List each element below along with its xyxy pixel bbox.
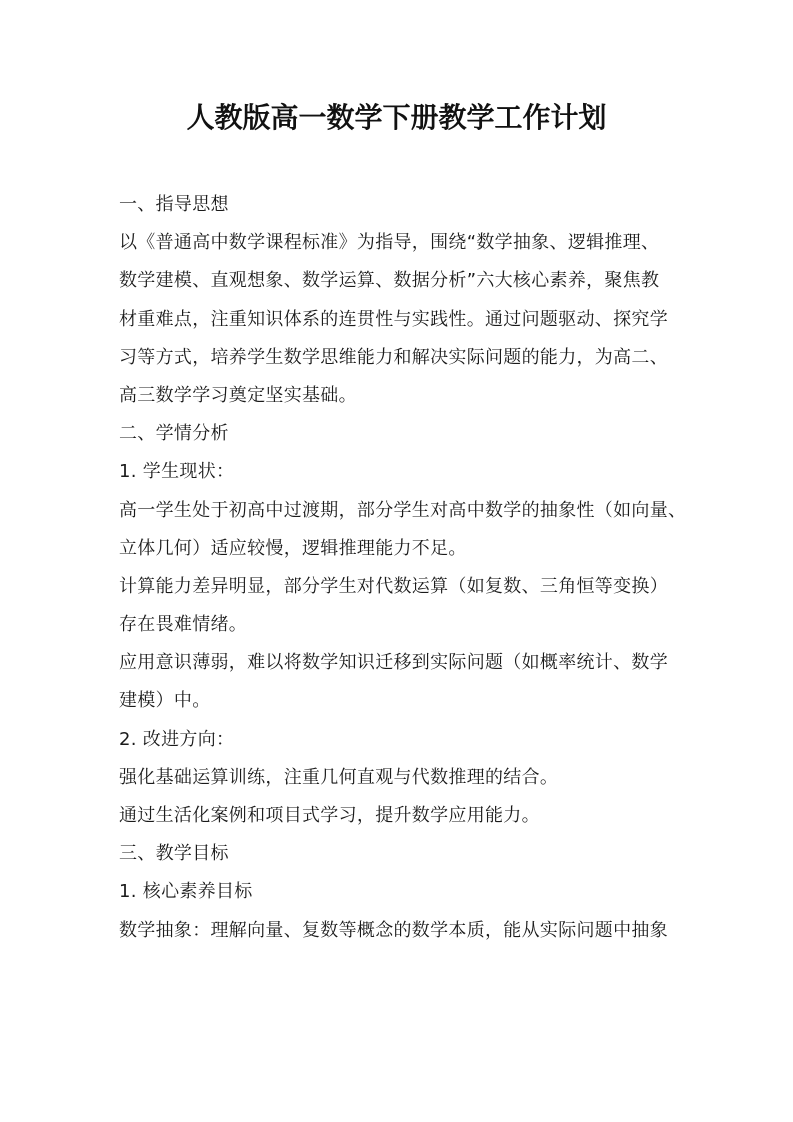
paragraph-line: 计算能力差异明显，部分学生对代数运算（如复数、三角恒等变换） [119,575,668,597]
section-heading-student-analysis: 二、学情分析 [119,423,229,445]
subheading-student-status: 1. 学生现状： [119,461,235,483]
paragraph-line: 强化基础运算训练，注重几何直观与代数推理的结合。 [119,766,559,788]
paragraph-line: 建模）中。 [119,690,211,712]
paragraph-line: 以《普通高中数学课程标准》为指导，围绕“数学抽象、逻辑推理、 [119,232,660,254]
paragraph-line: 立体几何）适应较慢，逻辑推理能力不足。 [119,537,467,559]
subheading-improvement-direction: 2. 改进方向： [119,728,235,750]
paragraph-line: 应用意识薄弱，难以将数学知识迁移到实际问题（如概率统计、数学 [119,652,668,674]
document-title: 人教版高一数学下册教学工作计划 [186,101,607,134]
paragraph-line: 存在畏难情绪。 [119,614,248,636]
paragraph-line: 通过生活化案例和项目式学习，提升数学应用能力。 [119,805,540,826]
subheading-core-literacy-goals: 1. 核心素养目标 [119,881,253,903]
paragraph-line: 数学抽象：理解向量、复数等概念的数学本质，能从实际问题中抽象 [119,919,668,941]
paragraph-line: 高一学生处于初高中过渡期，部分学生对高中数学的抽象性（如向量、 [119,499,687,521]
section-heading-guiding-ideology: 一、指导思想 [119,194,229,215]
document-body [119,186,687,950]
section-heading-teaching-goals: 三、教学目标 [119,843,229,865]
paragraph-line: 习等方式，培养学生数学思维能力和解决实际问题的能力，为高二、 [119,346,668,368]
paragraph-line: 数学建模、直观想象、数学运算、数据分析”六大核心素养，聚焦教 [119,270,660,292]
paragraph-line: 高三数学学习奠定坚实基础。 [119,384,357,406]
paragraph-line: 材重难点，注重知识体系的连贯性与实践性。通过问题驱动、探究学 [119,308,668,330]
